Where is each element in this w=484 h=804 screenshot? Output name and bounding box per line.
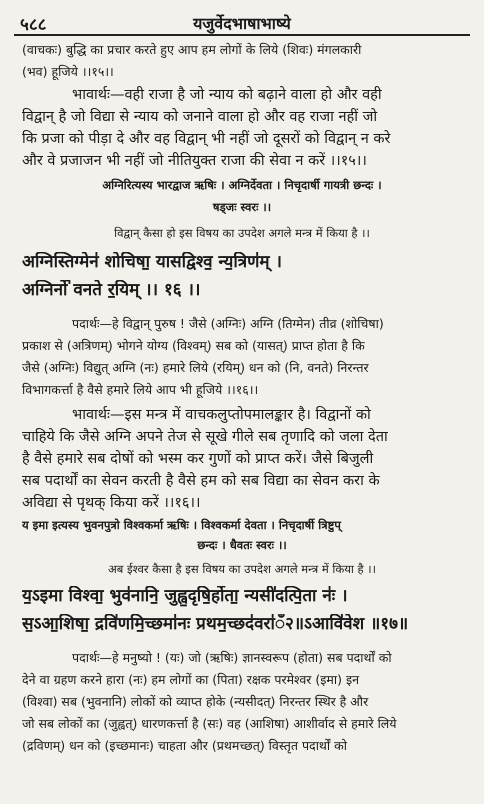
rishi-line: य इमा इत्यस्य भुवनपुत्रो विश्वकर्मा ऋषिः । विश्वकर्मा देवता । निचृदार्षी त्रिष्टुप् (22, 518, 341, 532)
svara-line: छन्दः । धैवतः स्वरः ।। (197, 538, 287, 552)
topic-line: अब ईश्वर कैसा है इस विषय का उपदेश अगले मन्त्र में किया है ।। (107, 562, 377, 576)
bhavartha-line: सब पदार्थों का सेवन करती है वैसे हम को सब विद्या का सेवन करा के (22, 473, 380, 489)
padartha-line: (द्रविणम्) धन को (इच्छमानः) चाहता और (प्रथमच्छत्) विस्तृत पदार्थों को (22, 738, 347, 753)
svara-line: षड्जः स्वरः ।। (212, 200, 272, 214)
bhavartha-line: अविद्या से पृथक् किया करें ।।१६।। (22, 495, 201, 511)
bhavartha-line: और वे प्रजाजन भी नहीं जो नीतियुक्त राजा की सेवा न करें ।।१५।। (22, 153, 367, 169)
bhavartha-line: भावार्थः—इस मन्त्र में वाचकलुप्तोपमालङ्कार है। विद्वानों को (72, 407, 371, 423)
padartha-line: (विश्वा) सब (भुवनानि) लोकों को व्याप्त होके (न्यसीदत्) निरन्तर स्थिर है और (22, 694, 369, 709)
bhavartha-line: भावार्थः—वही राजा है जो न्याय को बढ़ाने वाला हो और वही (72, 87, 382, 103)
padartha-line: जो सब लोकों का (जुह्वत्) धारणकर्त्ता है (सः) वह (आशिषा) आशीर्वाद से हमारे लिये (22, 716, 397, 731)
bhavartha-line: विद्वान् है जो विद्या से न्याय को जनाने वाला हो और वह राजा नहीं जो (22, 109, 378, 125)
bhavartha-line: चाहिये कि जैसे अग्नि अपने तेज से सूखे गीले सब तृणादि को जला देता (22, 429, 388, 445)
text-line: (भव) हूजिये ।।१५।। (22, 64, 114, 79)
mantra-line: य॒ऽइमा विश्वा॒ भुव॑नानि॒ जुह्व॒दृषि॒र्होता॒ न्यसी॑दत्पि॒ता नः॑ । (22, 586, 348, 606)
page-header (14, 4, 470, 36)
rishi-line: अग्निरित्यस्य भारद्वाज ऋषिः । अग्निर्देवता । निचृदार्षी गायत्री छन्दः । (102, 178, 382, 192)
padartha-line: पदार्थः—हे मनुष्यो ! (यः) जो (ऋषिः) ज्ञानस्वरूप (होता) सब पदार्थों को (72, 650, 392, 665)
padartha-line: विभागकर्त्ता है वैसे हमारे लिये आप भी हूजिये ।।१६।। (22, 382, 259, 397)
padartha-line: पदार्थः—हे विद्वान् पुरुष ! जैसे (अग्निः) अग्नि (तिग्मेन) तीव्र (शोचिषा) (72, 316, 384, 331)
bhavartha-line: कि प्रजा को पीड़ा दे और वह विद्वान् भी नहीं जो दूसरों को विद्वान् न करे (22, 131, 391, 147)
header-rule (14, 34, 470, 36)
padartha-line: देने वा ग्रहण करने हारा (नः) हम लोगों का (पिता) रक्षक परमेश्वर (इमा) इन (22, 672, 360, 687)
bhavartha-line: है वैसे हमारे सब दोषों को भस्म कर गुणों को प्राप्त करें। जैसे बिजुली (22, 451, 374, 467)
page-number: ५८८ (20, 15, 47, 35)
mantra-line: अग्निर्नो॑ वनते र॒यिम् ।। १६ ।। (22, 280, 201, 300)
mantra-line: स॒ऽआ॒शिषा॒ द्रवि॑णमि॒च्छमा॑नः प्रथम॒च्छद॑वरा॑ँ२॥ऽआवि॑वेश ॥१७॥ (22, 614, 409, 634)
mantra-line: अग्निस्तिग्मेन॑ शोचिषा॒ यासद्विश्व॒ न्य॒त्रिण॑म् । (22, 252, 282, 272)
topic-line: विद्वान् कैसा हो इस विषय का उपदेश अगले मन्त्र में किया है ।। (114, 226, 370, 240)
padartha-line: प्रकाश से (अत्रिणम्) भोगने योग्य (विश्वम्) सब को (यासत्) प्राप्त होता है कि (22, 338, 365, 353)
text-line: (वाचकः) बुद्धि का प्रचार करते हुए आप हम लोगों के लिये (शिवः) मंगलकारी (22, 42, 362, 57)
padartha-line: जैसे (अग्निः) विद्युत् अग्नि (नः) हमारे लिये (रयिम्) धन को (नि, वनते) निरन्तर (22, 360, 369, 375)
running-title: यजुर्वेदभाषाभाष्ये (193, 14, 291, 33)
